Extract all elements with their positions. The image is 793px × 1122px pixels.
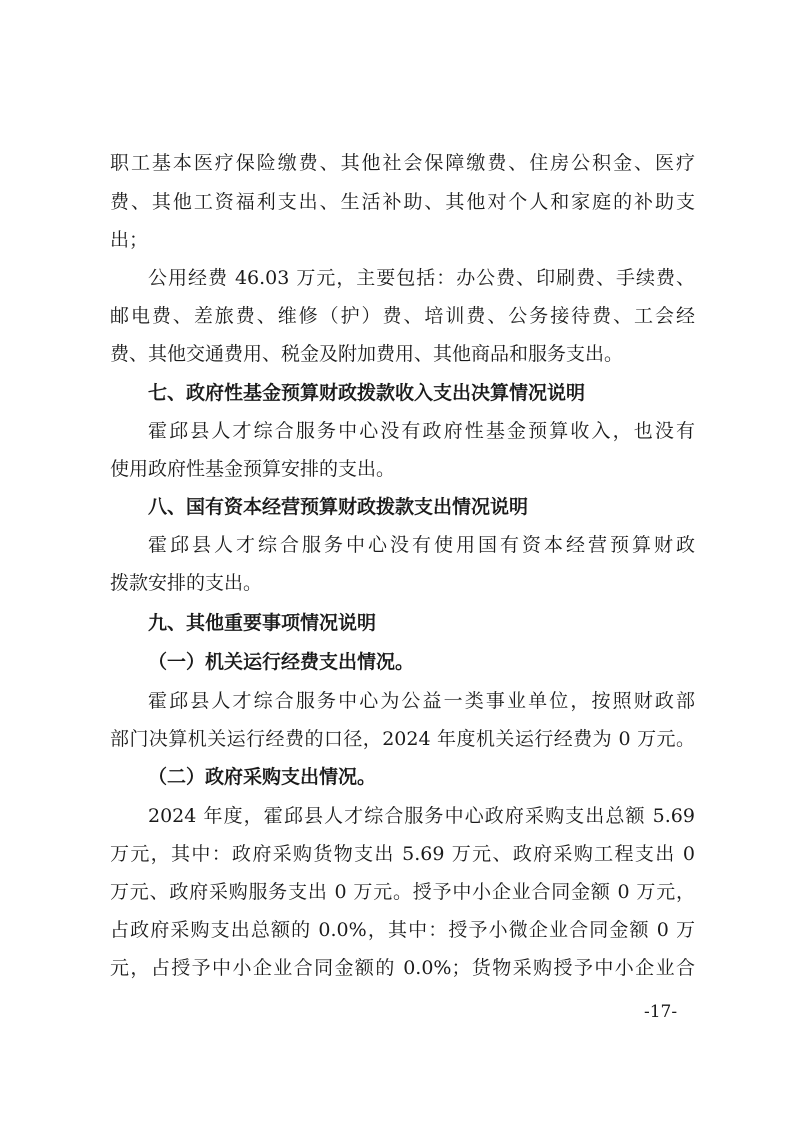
- body-line: 2024 年度，霍邱县人才综合服务中心政府采购支出总额 5.69: [148, 805, 695, 827]
- subsection-heading-1: （一）机关运行经费支出情况。: [148, 651, 415, 673]
- body-line: 拨款安排的支出。: [110, 572, 263, 594]
- section-heading-7: 七、政府性基金预算财政拨款收入支出决算情况说明: [148, 382, 586, 404]
- body-line: 费、其他工资福利支出、生活补助、其他对个人和家庭的补助支: [110, 191, 695, 213]
- body-line: 使用政府性基金预算安排的支出。: [110, 458, 396, 480]
- body-line: 职工基本医疗保险缴费、其他社会保障缴费、住房公积金、医疗: [110, 152, 695, 174]
- body-line: 邮电费、差旅费、维修（护）费、培训费、公务接待费、工会经: [110, 305, 695, 327]
- body-line: 霍邱县人才综合服务中心为公益一类事业单位，按照财政部: [148, 690, 695, 712]
- page-number: -17-: [644, 1002, 678, 1022]
- body-line: 霍邱县人才综合服务中心没有使用国有资本经营预算财政: [148, 534, 695, 556]
- section-heading-8: 八、国有资本经营预算财政拨款支出情况说明: [148, 496, 529, 518]
- body-line: 费、其他交通费用、税金及附加费用、其他商品和服务支出。: [110, 343, 624, 365]
- body-line: 万元，其中：政府采购货物支出 5.69 万元、政府采购工程支出 0: [110, 843, 695, 865]
- body-line: 公用经费 46.03 万元，主要包括：办公费、印刷费、手续费、: [148, 267, 695, 289]
- body-line: 元，占授予中小企业合同金额的 0.0%；货物采购授予中小企业合: [110, 957, 695, 979]
- body-line: 占政府采购支出总额的 0.0%，其中：授予小微企业合同金额 0 万: [110, 919, 695, 941]
- body-line: 出；: [110, 229, 149, 251]
- body-line: 万元、政府采购服务支出 0 万元。授予中小企业合同金额 0 万元，: [110, 881, 695, 903]
- body-line: 霍邱县人才综合服务中心没有政府性基金预算收入，也没有: [148, 420, 695, 442]
- section-heading-9: 九、其他重要事项情况说明: [148, 612, 377, 634]
- subsection-heading-2: （二）政府采购支出情况。: [148, 766, 377, 788]
- body-line: 部门决算机关运行经费的口径，2024 年度机关运行经费为 0 万元。: [110, 728, 695, 750]
